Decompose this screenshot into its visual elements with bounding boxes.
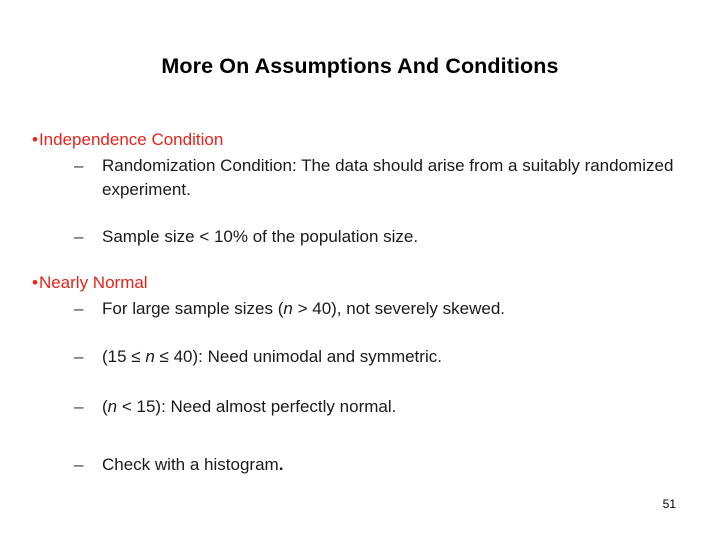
- page-number: 51: [662, 497, 676, 511]
- list-item-text: Sample size < 10% of the population size.: [102, 227, 419, 246]
- variable-n: n: [283, 299, 293, 318]
- list-item-small-sample: [74, 395, 694, 419]
- slide-title: More On Assumptions And Conditions: [161, 54, 559, 78]
- section-heading-nearly-normal: [32, 273, 148, 293]
- text-pre: For large sample sizes (: [102, 299, 284, 318]
- list-item-text: [102, 297, 694, 321]
- section-heading-independence: [32, 130, 223, 150]
- variable-n: n: [107, 397, 118, 416]
- list-item-histogram: [74, 453, 694, 477]
- list-item-label: Randomization Condition:: [102, 156, 297, 175]
- list-item-text: [102, 395, 694, 419]
- list-item-sample-size: [74, 225, 694, 249]
- list-item-randomization: [74, 154, 694, 202]
- text-post: < 15): Need almost perfectly normal.: [117, 397, 397, 416]
- dash-icon: –: [74, 347, 84, 366]
- list-item-text: [102, 154, 694, 202]
- variable-n: n: [145, 347, 155, 366]
- text-post: .: [278, 455, 284, 474]
- bullet-icon: •: [32, 130, 38, 149]
- dash-icon: –: [74, 397, 84, 416]
- list-item-rest: The data should arise from a suitably randomized experiment.: [102, 156, 674, 199]
- dash-icon: –: [74, 299, 84, 318]
- dash-icon: –: [74, 455, 84, 474]
- bullet-icon: •: [32, 273, 38, 292]
- dash-icon: –: [74, 227, 84, 246]
- list-item-text: [102, 345, 694, 369]
- text-pre: (15 ≤: [102, 347, 146, 366]
- list-item-medium-sample: [74, 345, 694, 369]
- dash-icon: –: [74, 156, 84, 175]
- text-pre: (: [102, 397, 108, 416]
- section-heading-text: Independence Condition: [38, 130, 224, 149]
- text-pre: Check with a histogram: [102, 455, 279, 474]
- text-post: ≤ 40): Need unimodal and symmetric.: [154, 347, 442, 366]
- text-post: > 40), not severely skewed.: [292, 299, 505, 318]
- list-item-text: [102, 453, 694, 477]
- list-item-large-sample: [74, 297, 694, 321]
- section-heading-text: Nearly Normal: [38, 273, 148, 292]
